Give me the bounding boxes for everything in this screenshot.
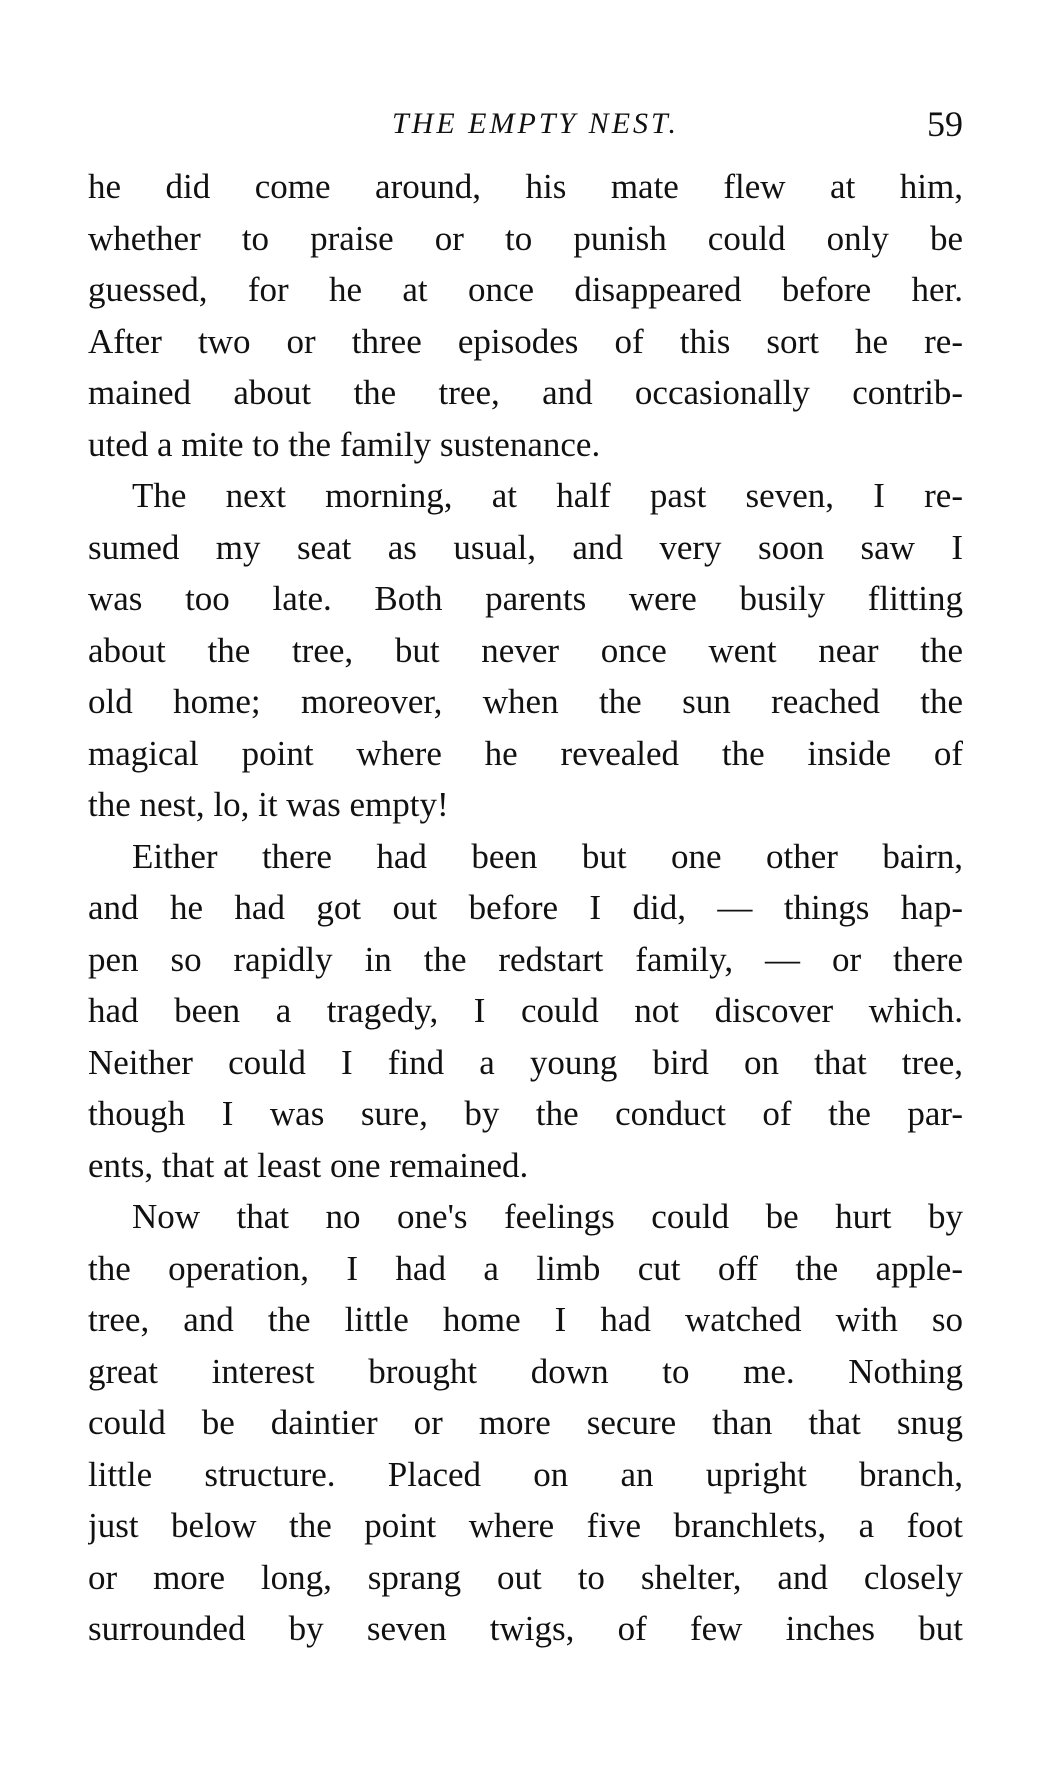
text-line: guessed, for he at once disappeared before her. xyxy=(88,270,963,309)
text-line: magical point where he revealed the inside of xyxy=(88,733,963,773)
text-line: surrounded by seven twigs, of few inches but xyxy=(88,1609,963,1648)
text-line: tree, and the little home I had watched with so xyxy=(88,1300,963,1339)
text-line: uted a mite to the family sustenance. xyxy=(88,424,601,464)
text-line: could be daintier or more secure than that snug xyxy=(88,1403,963,1442)
text-line: whether to praise or to punish could only be xyxy=(88,218,963,258)
text-line: The next morning, at half past seven, I re- xyxy=(132,476,963,515)
paragraph-4 xyxy=(88,1191,963,1655)
page-number: 59 xyxy=(927,104,963,144)
body-text xyxy=(88,161,963,1655)
running-title: THE EMPTY NEST. xyxy=(392,107,679,140)
text-line: the nest, lo, it was empty! xyxy=(88,785,449,824)
paragraph-2 xyxy=(88,470,963,831)
text-line: sumed my seat as usual, and very soon saw I xyxy=(88,527,963,567)
text-line: little structure. Placed on an upright branch, xyxy=(88,1454,963,1494)
text-line: Neither could I find a young bird on that tree, xyxy=(88,1042,963,1082)
text-line: ents, that at least one remained. xyxy=(88,1145,529,1185)
text-line: the operation, I had a limb cut off the apple- xyxy=(88,1248,963,1288)
text-line: though I was sure, by the conduct of the par- xyxy=(88,1094,963,1133)
text-line: pen so rapidly in the redstart family, — or there xyxy=(88,939,963,979)
running-head xyxy=(88,100,963,148)
paragraph-1 xyxy=(88,161,963,470)
text-line: had been a tragedy, I could not discover which. xyxy=(88,991,963,1030)
text-line: Now that no one's feelings could be hurt by xyxy=(132,1197,963,1236)
text-line: old home; moreover, when the sun reached the xyxy=(88,682,963,721)
text-line: he did come around, his mate flew at him, xyxy=(88,167,963,206)
paragraph-3 xyxy=(88,831,963,1192)
text-line: Either there had been but one other bairn, xyxy=(132,836,963,876)
text-line: and he had got out before I did, — things hap- xyxy=(88,888,963,927)
text-line: about the tree, but never once went near the xyxy=(88,630,963,670)
text-line: or more long, sprang out to shelter, and closely xyxy=(88,1557,963,1597)
text-line: just below the point where five branchlets, a foot xyxy=(88,1506,963,1545)
text-line: was too late. Both parents were busily flitting xyxy=(88,579,963,618)
text-line: mained about the tree, and occasionally contrib- xyxy=(88,373,963,412)
text-line: great interest brought down to me. Nothing xyxy=(88,1351,963,1391)
text-line: After two or three episodes of this sort he re- xyxy=(88,321,963,361)
